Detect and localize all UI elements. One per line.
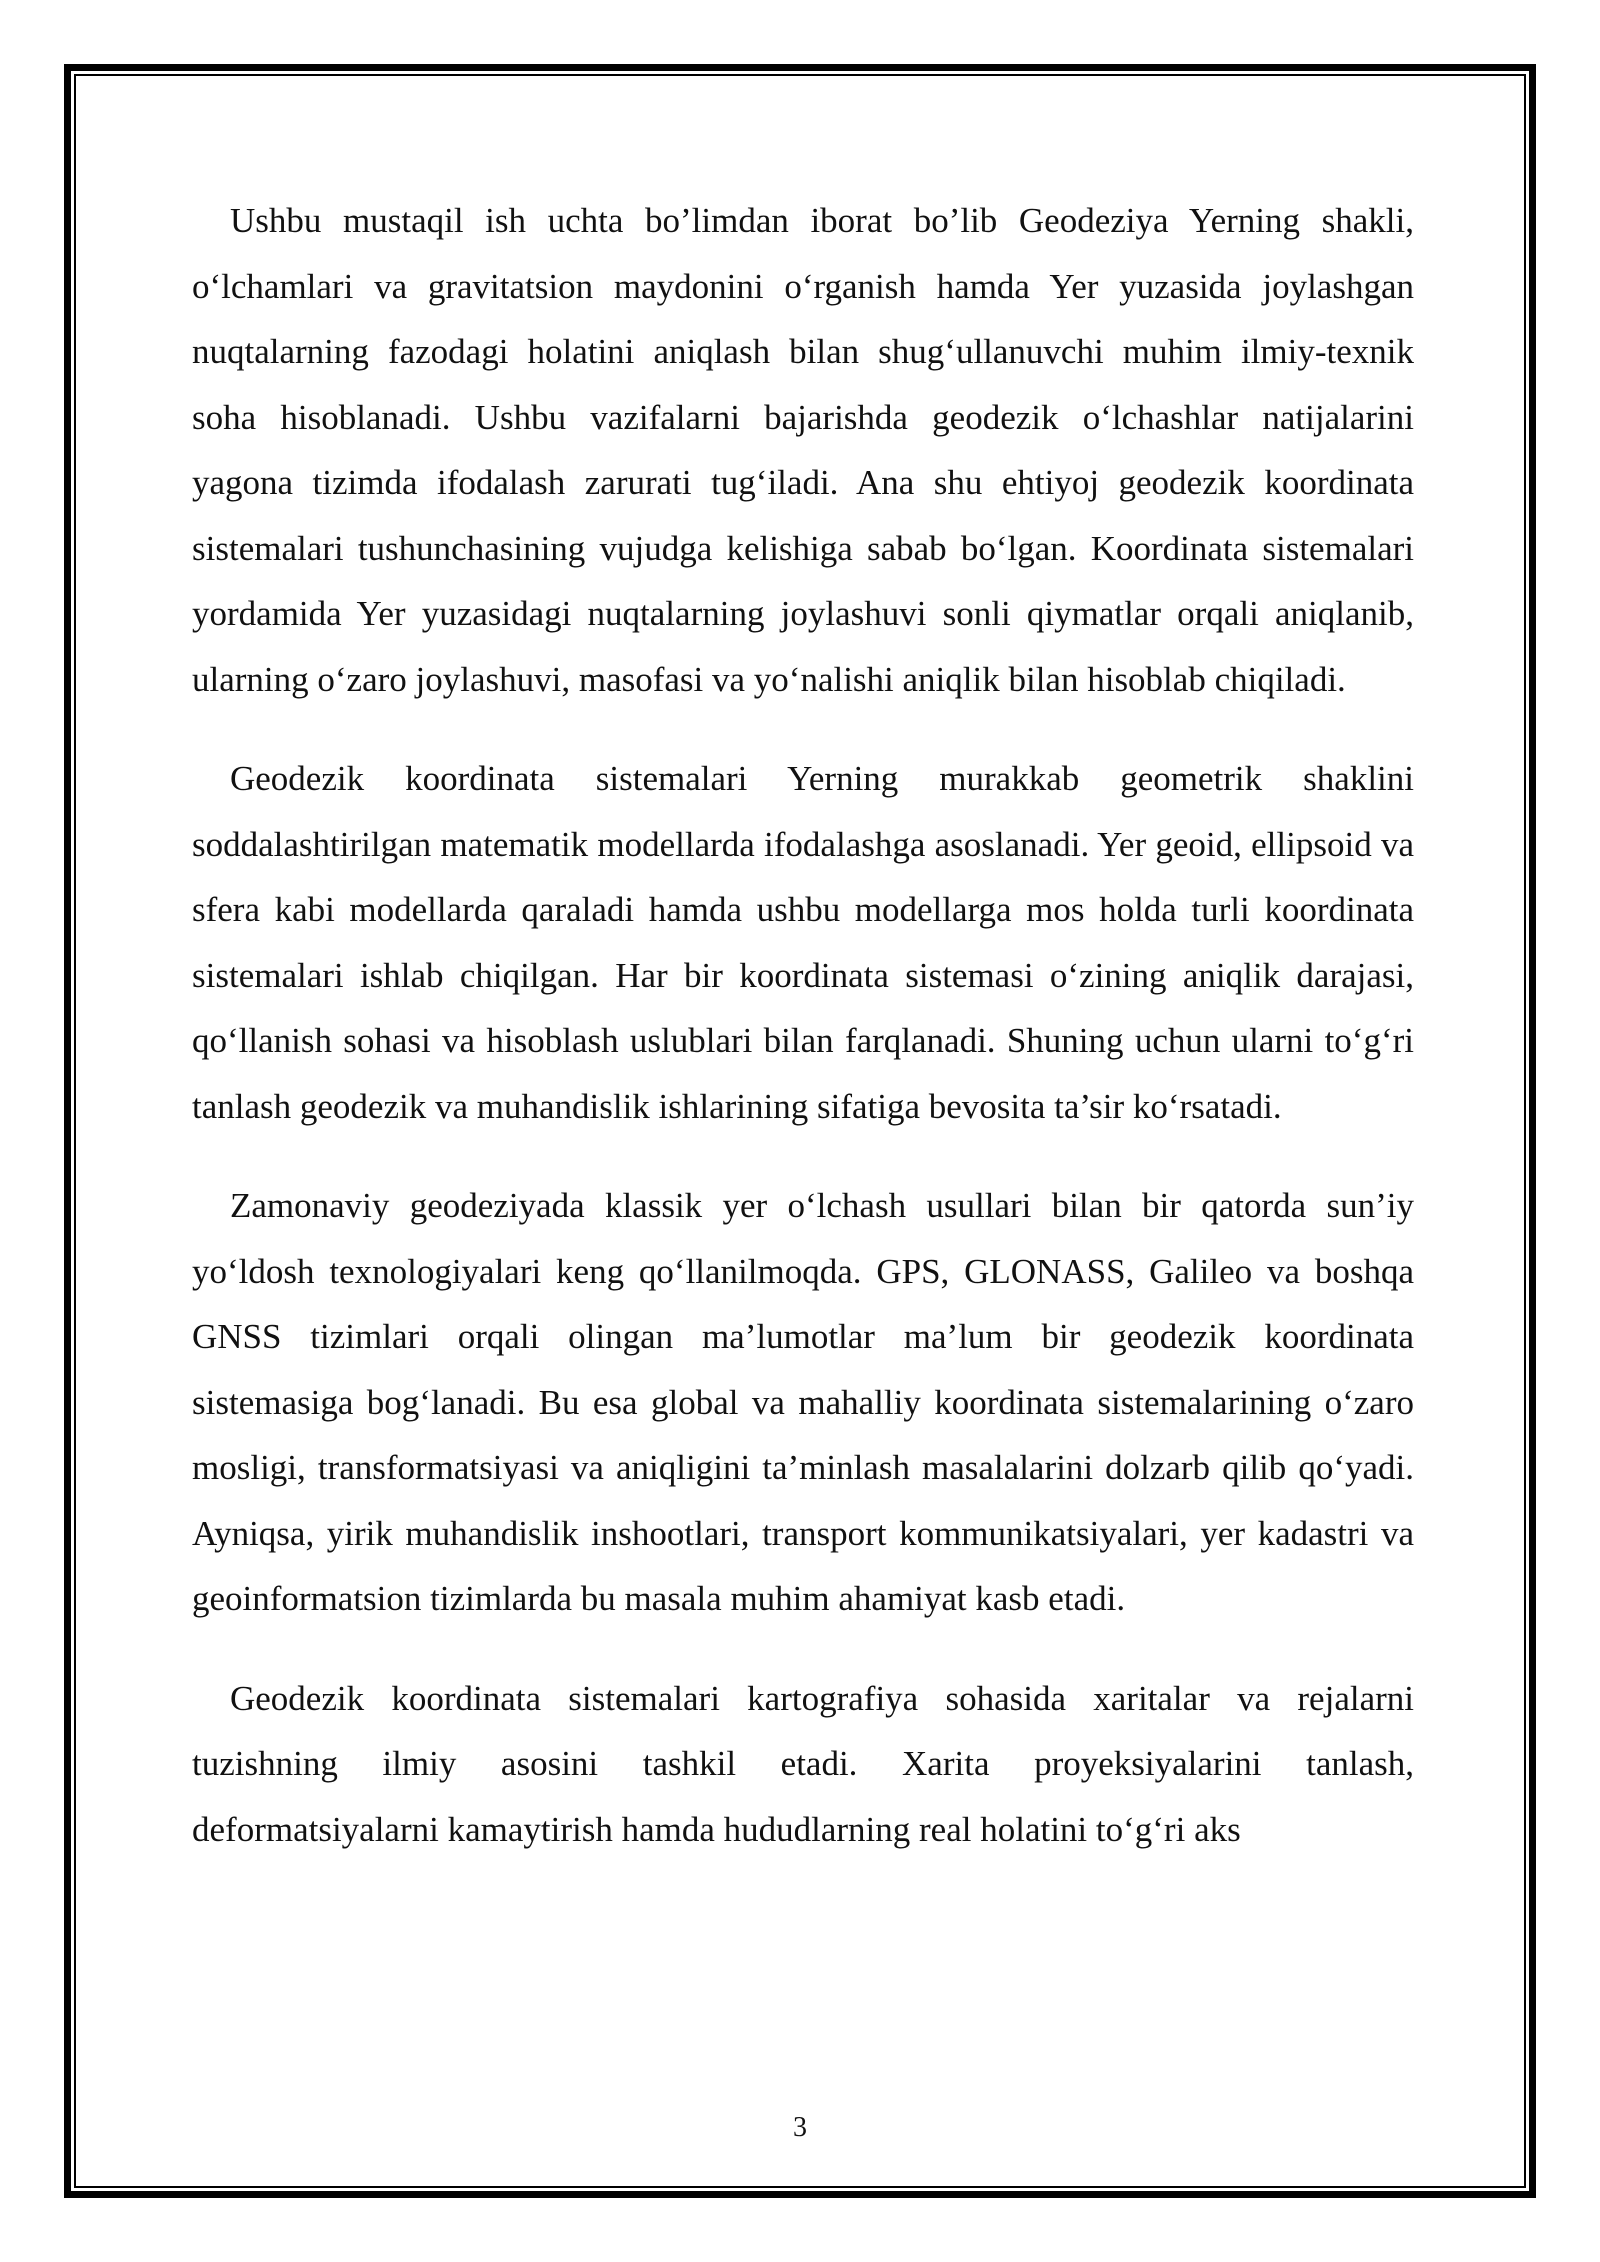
document-body — [192, 188, 1414, 1896]
paragraph-3: Zamonaviy geodeziyada klassik yer o‘lchash usullari bilan bir qatorda sun’iy yo‘ldosh texnologiyalari keng qo‘llanilmoqda. GPS, GLONASS, Galileo va boshqa GNSS tizimlari orqali olingan ma’lumotlar ma’lum bir geodezik koordinata sistemasiga bog‘lanadi. Bu esa global va mahalliy koordinata sistemalarining o‘zaro mosligi, transformatsiyasi va aniqligini ta’minlash masalalarini dolzarb qilib qo‘yadi. Ayniqsa, yirik muhandislik inshootlari, transport kommunikatsiyalari, yer kadastri va geoinformatsion tizimlarda bu masala muhim ahamiyat kasb etadi. — [192, 1186, 1414, 1618]
paragraph-2: Geodezik koordinata sistemalari Yerning murakkab geometrik shaklini soddalashtirilgan matematik modellarda ifodalashga asoslanadi. Yer geoid, ellipsoid va sfera kabi modellarda qaraladi hamda ushbu modellarga mos holda turli koordinata sistemalari ishlab chiqilgan. Har bir koordinata sistemasi o‘zining aniqlik darajasi, qo‘llanish sohasi va hisoblash uslublari bilan farqlanadi. Shuning uchun ularni to‘g‘ri tanlash geodezik va muhandislik ishlarining sifatiga bevosita ta’sir ko‘rsatadi. — [192, 759, 1414, 1126]
paragraph-1: Ushbu mustaqil ish uchta bo’limdan iborat bo’lib Geodeziya Yerning shakli, o‘lchamlari va gravitatsion maydonini o‘rganish hamda Yer yuzasida joylashgan nuqtalarning fazodagi holatini aniqlash bilan shug‘ullanuvchi muhim ilmiy-texnik soha hisoblanadi. Ushbu vazifalarni bajarishda geodezik o‘lchashlar natijalarini yagona tizimda ifodalash zarurati tug‘iladi. Ana shu ehtiyoj geodezik koordinata sistemalari tushunchasining vujudga kelishiga sabab bo‘lgan. Koordinata sistemalari yordamida Yer yuzasidagi nuqtalarning joylashuvi sonli qiymatlar orqali aniqlanib, ularning o‘zaro joylashuvi, masofasi va yo‘nalishi aniqlik bilan hisoblab chiqiladi. — [192, 201, 1414, 699]
page-number: 3 — [793, 2112, 807, 2143]
paragraph-4: Geodezik koordinata sistemalari kartografiya sohasida xaritalar va rejalarni tuzishning ilmiy asosini tashkil etadi. Xarita proyeksiyalarini tanlash, deformatsiyalarni kamaytirish hamda hududlarning real holatini to‘g‘ri aks — [192, 1678, 1414, 1849]
